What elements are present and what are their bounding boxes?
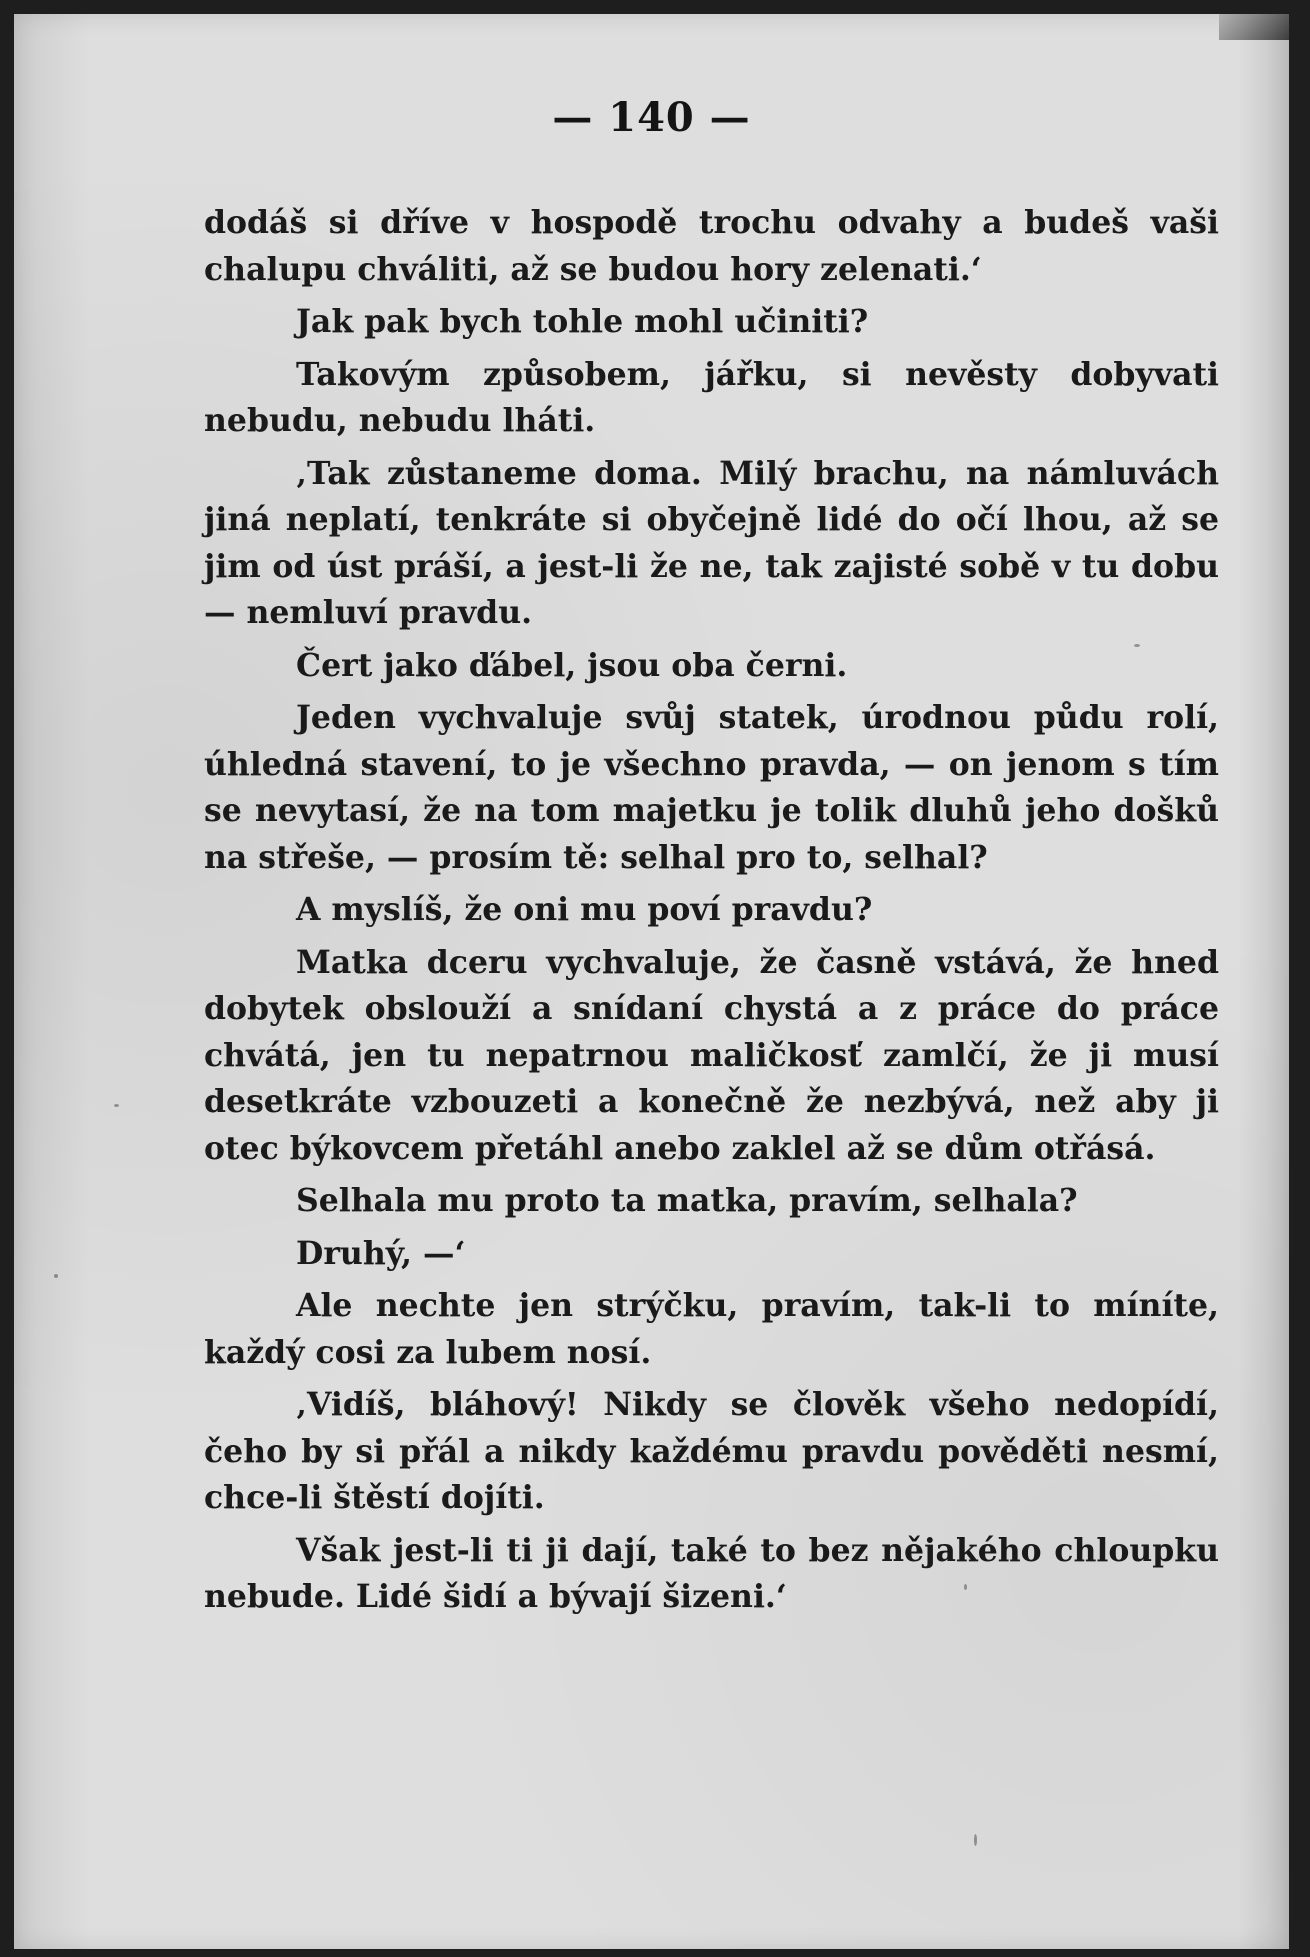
paper-speck — [974, 1834, 977, 1846]
paragraph: Matka dceru vychvaluje, že časně vstává, že hned dobytek obslouží a snídaní chystá a z práce do práce chvátá, jen tu nepatrnou maličkosť zamlčí, že ji musí desetkráte vzbouzeti a konečně že nezbývá, než aby ji otec býkovcem přetáhl anebo zaklel až se dům otřásá. — [204, 943, 1219, 1167]
book-page — [14, 14, 1289, 1949]
paragraph: A myslíš, že oni mu poví pravdu? — [296, 891, 873, 928]
page-body — [204, 200, 1219, 1627]
paragraph: Jeden vychvaluje svůj statek, úrodnou půdu rolí, úhledná stavení, to je všechno pravda, — on jenom s tím se nevytasí, že na tom majetku je tolik dluhů jeho došků na střeše, — prosím tě: selhal pro to, selhal? — [204, 699, 1219, 876]
paragraph: Selhala mu proto ta matka, pravím, selhala? — [296, 1182, 1078, 1219]
paper-speck — [964, 1584, 967, 1590]
paper-speck — [1134, 644, 1140, 647]
page-number-header: — 140 — — [552, 94, 751, 141]
paragraph: Čert jako ďábel, jsou oba černi. — [296, 646, 848, 684]
page-corner-shadow — [1219, 14, 1289, 40]
paragraph: ‚Tak zůstaneme doma. Milý brachu, na námluvách jiná neplatí, tenkráte si obyčejně lidé do očí lhou, až se jim od úst práší, a jest-li že ne, tak zajisté sobě v tu dobu — nemluví pravdu. — [204, 454, 1219, 631]
paper-speck — [54, 1274, 58, 1278]
paragraph: Ale nechte jen strýčku, pravím, tak-li to míníte, každý cosi za lubem nosí. — [204, 1287, 1219, 1371]
paragraph: Však jest-li ti ji dají, také to bez nějakého chloupku nebude. Lidé šidí a bývají šizeni.‘ — [204, 1531, 1219, 1615]
paper-speck — [114, 1104, 119, 1107]
paragraph: ‚Vidíš, bláhový! Nikdy se člověk všeho nedopídí, čeho by si přál a nikdy každému pravdu pověděti nesmí, chce-li štěstí dojíti. — [204, 1386, 1219, 1516]
paragraph: Takovým způsobem, jářku, si nevěsty dobyvati nebudu, nebudu lháti. — [204, 355, 1219, 439]
paragraph: Jak pak bych tohle mohl učiniti? — [296, 303, 869, 340]
paragraph: dodáš si dříve v hospodě trochu odvahy a budeš vaši chalupu chváliti, až se budou hory zelenati.‘ — [204, 204, 1219, 288]
paragraph: Druhý, —‘ — [296, 1234, 466, 1272]
